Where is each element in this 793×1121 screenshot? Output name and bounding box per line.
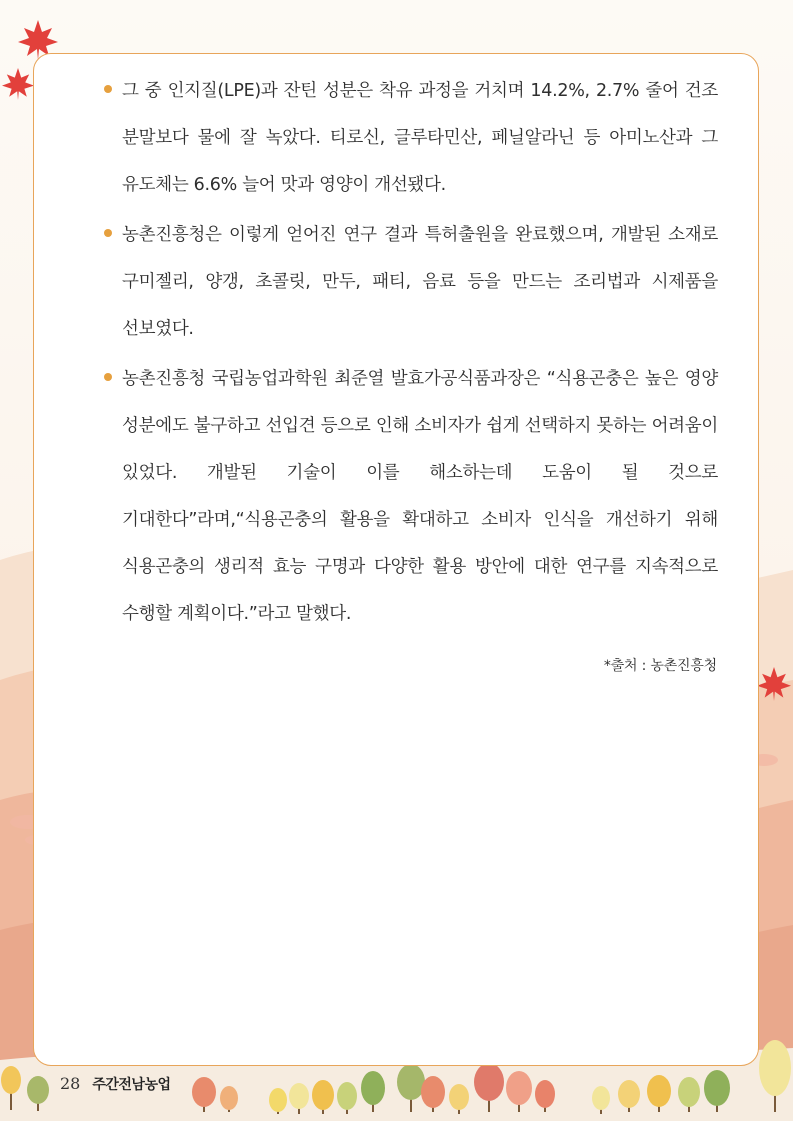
page-footer <box>60 1074 171 1094</box>
paragraph-text: 그 중 인지질(LPE)과 잔틴 성분은 착유 과정을 거치며 14.2%, 2.7% 줄어 건조 분말보다 물에 잘 녹았다. 티로신, 글루타민산, 페닐알라닌 등 아미노산과 그 유도체는 6.6% 늘어 맛과 영양이 개선됐다. <box>122 81 718 195</box>
paragraph-text: 농촌진흥청 국립농업과학원 최준열 발효가공식품과장은 “식용곤충은 높은 영양 성분에도 불구하고 선입견 등으로 인해 소비자가 쉽게 선택하지 못하는 어려움이 있었다. 개발된 기술이 이를 해소하는데 도움이 될 것으로 기대한다”라며,“식용곤충의 활용을 확대하고 소비자 인식을 개선하기 위해 식용곤충의 생리적 효능 구명과 다양한 활용 방안에 대한 연구를 지속적으로 수행할 계획이다.”라고 말했다. <box>122 369 718 624</box>
paragraph-text: 농촌진흥청은 이렇게 얻어진 연구 결과 특허출원을 완료했으며, 개발된 소재로 구미젤리, 양갱, 초콜릿, 만두, 패티, 음료 등을 만드는 조리법과 시제품을 선보였다. <box>122 225 718 339</box>
magazine-title: 주간전남농업 <box>92 1077 171 1093</box>
source-citation: *출처 : 농촌진흥청 <box>603 658 717 674</box>
list-item <box>104 356 718 638</box>
bullet-icon <box>104 373 112 381</box>
list-item <box>104 68 718 209</box>
bullet-icon <box>104 85 112 93</box>
page-number: 28 <box>60 1074 81 1093</box>
article-bullet-list <box>104 68 718 641</box>
list-item <box>104 212 718 353</box>
bullet-icon <box>104 229 112 237</box>
